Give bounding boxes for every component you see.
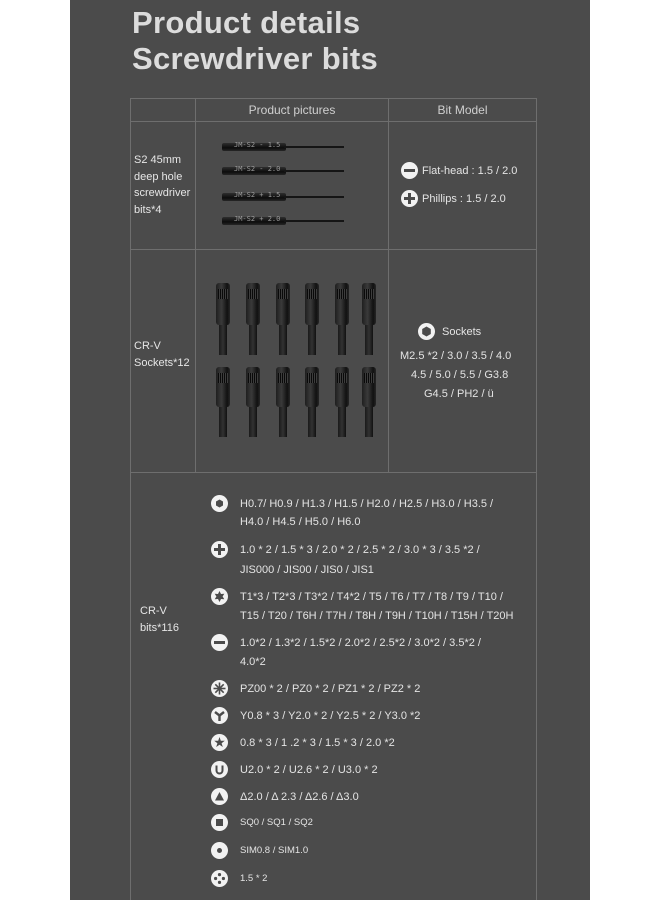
header-product-pictures: Product pictures — [248, 103, 336, 117]
socket-bit-image — [362, 283, 376, 325]
bit-group-line: 1.0 * 2 / 1.5 * 3 / 2.0 * 2 / 2.5 * 2 / 3.0 * 3 / 3.5 *2 / — [240, 544, 480, 556]
table-border-col0 — [130, 98, 131, 900]
bit-group-line: SQ0 / SQ1 / SQ2 — [240, 817, 313, 828]
bit-group-line: Y0.8 * 3 / Y2.0 * 2 / Y2.5 * 2 / Y3.0 *2 — [240, 710, 421, 722]
socket-bit-image — [362, 367, 376, 407]
sockets-line: 4.5 / 5.0 / 5.5 / G3.8 — [411, 369, 509, 381]
bit-group-line: T15 / T20 / T6H / T7H / T8H / T9H / T10H / T15H / T20H — [240, 610, 514, 622]
row-label-line: Sockets*12 — [134, 356, 190, 369]
pozidriv-icon — [211, 680, 228, 697]
bit-group-line: 0.8 * 3 / 1 .2 * 3 / 1.5 * 3 / 2.0 *2 — [240, 737, 395, 749]
row-label-line: CR-V — [134, 340, 161, 352]
sockets-line: G4.5 / PH2 / ü — [424, 388, 494, 400]
bit-engraving: JM-S2 - 1.5 — [234, 141, 281, 149]
flat-head-icon — [401, 162, 418, 179]
deep-hole-bit-image — [222, 167, 286, 175]
bit-group-line: 1.0*2 / 1.3*2 / 1.5*2 / 2.0*2 / 2.5*2 / 3.0*2 / 3.5*2 / — [240, 637, 481, 649]
bit-group-line: Δ2.0 / Δ 2.3 / Δ2.6 / Δ3.0 — [240, 791, 359, 803]
bit-group-line: T1*3 / T2*3 / T3*2 / T4*2 / T5 / T6 / T7 / T8 / T9 / T10 / — [240, 591, 503, 603]
table-border-row1 — [130, 249, 537, 250]
product-details-panel — [70, 0, 590, 900]
model-name: Phillips — [422, 193, 457, 205]
phillips-model: Phillips : 1.5 / 2.0 — [422, 193, 506, 205]
deep-hole-bit-image — [222, 143, 286, 151]
hex-icon — [211, 495, 228, 512]
socket-bit-image — [246, 283, 260, 325]
table-border-col3 — [536, 98, 537, 900]
flat-head-icon — [211, 634, 228, 651]
socket-bit-image — [216, 283, 230, 325]
page-title-line-2: Screwdriver bits — [132, 41, 379, 76]
socket-bit-image — [216, 367, 230, 407]
socket-bit-image — [276, 367, 290, 407]
socket-bit-image — [335, 367, 349, 407]
hex-socket-icon — [418, 323, 435, 340]
bit-engraving: JM-S2 + 1.5 — [234, 191, 281, 199]
table-border-col1 — [195, 98, 196, 472]
bit-engraving: JM-S2 - 2.0 — [234, 165, 281, 173]
row-label-line: bits*4 — [134, 203, 162, 216]
row-label-deep-hole — [134, 152, 190, 218]
socket-bit-image — [276, 283, 290, 325]
cross-socket-icon — [211, 870, 228, 887]
u-shape-icon — [211, 761, 228, 778]
pentalobe-icon — [211, 734, 228, 751]
socket-bit-image — [246, 367, 260, 407]
row-label-line: S2 45mm — [134, 154, 182, 166]
flat-head-model: Flat-head : 1.5 / 2.0 — [422, 165, 518, 177]
deep-hole-bit-image — [222, 193, 286, 201]
model-name: Flat-head — [422, 165, 469, 177]
sim-icon — [211, 842, 228, 859]
socket-bit-image — [305, 367, 319, 407]
phillips-icon — [211, 541, 228, 558]
row-label-bits — [140, 603, 179, 636]
sockets-line: M2.5 *2 / 3.0 / 3.5 / 4.0 — [400, 350, 512, 362]
bit-group-line: 1.5 * 2 — [240, 873, 268, 884]
square-icon — [211, 814, 228, 831]
row-label-line: screwdriver — [134, 187, 191, 199]
phillips-icon — [401, 190, 418, 207]
bit-group-line: SIM0.8 / SIM1.0 — [240, 845, 309, 856]
row-label-line: bits*116 — [140, 621, 179, 634]
bit-group-line: 4.0*2 — [240, 656, 266, 668]
bit-group-line: U2.0 * 2 / U2.6 * 2 / U3.0 * 2 — [240, 764, 378, 776]
row-label-line: deep hole — [134, 170, 183, 183]
model-values: 1.5 / 2.0 — [466, 193, 506, 205]
bit-group-line: H4.0 / H4.5 / H5.0 / H6.0 — [240, 516, 361, 528]
sockets-name: Sockets — [442, 326, 482, 338]
table-border-row2 — [130, 472, 537, 473]
row-label-line: CR-V — [140, 605, 167, 617]
deep-hole-bit-image — [222, 217, 286, 225]
bit-group-line: JIS000 / JIS00 / JIS0 / JIS1 — [240, 564, 374, 576]
bit-engraving: JM-S2 + 2.0 — [234, 215, 281, 223]
bit-group-line: H0.7/ H0.9 / H1.3 / H1.5 / H2.0 / H2.5 / H3.0 / H3.5 / — [240, 498, 494, 510]
page-title-line-1: Product details — [132, 5, 361, 40]
torx-icon — [211, 588, 228, 605]
socket-bit-image — [335, 283, 349, 325]
tri-wing-icon — [211, 707, 228, 724]
bit-group-line: PZ00 * 2 / PZ0 * 2 / PZ1 * 2 / PZ2 * 2 — [240, 683, 421, 695]
header-bit-model: Bit Model — [437, 103, 488, 117]
socket-bit-image — [305, 283, 319, 325]
triangle-icon — [211, 788, 228, 805]
table-border-col2 — [388, 98, 389, 472]
model-values: 1.5 / 2.0 — [477, 165, 518, 177]
row-label-sockets — [134, 338, 190, 371]
